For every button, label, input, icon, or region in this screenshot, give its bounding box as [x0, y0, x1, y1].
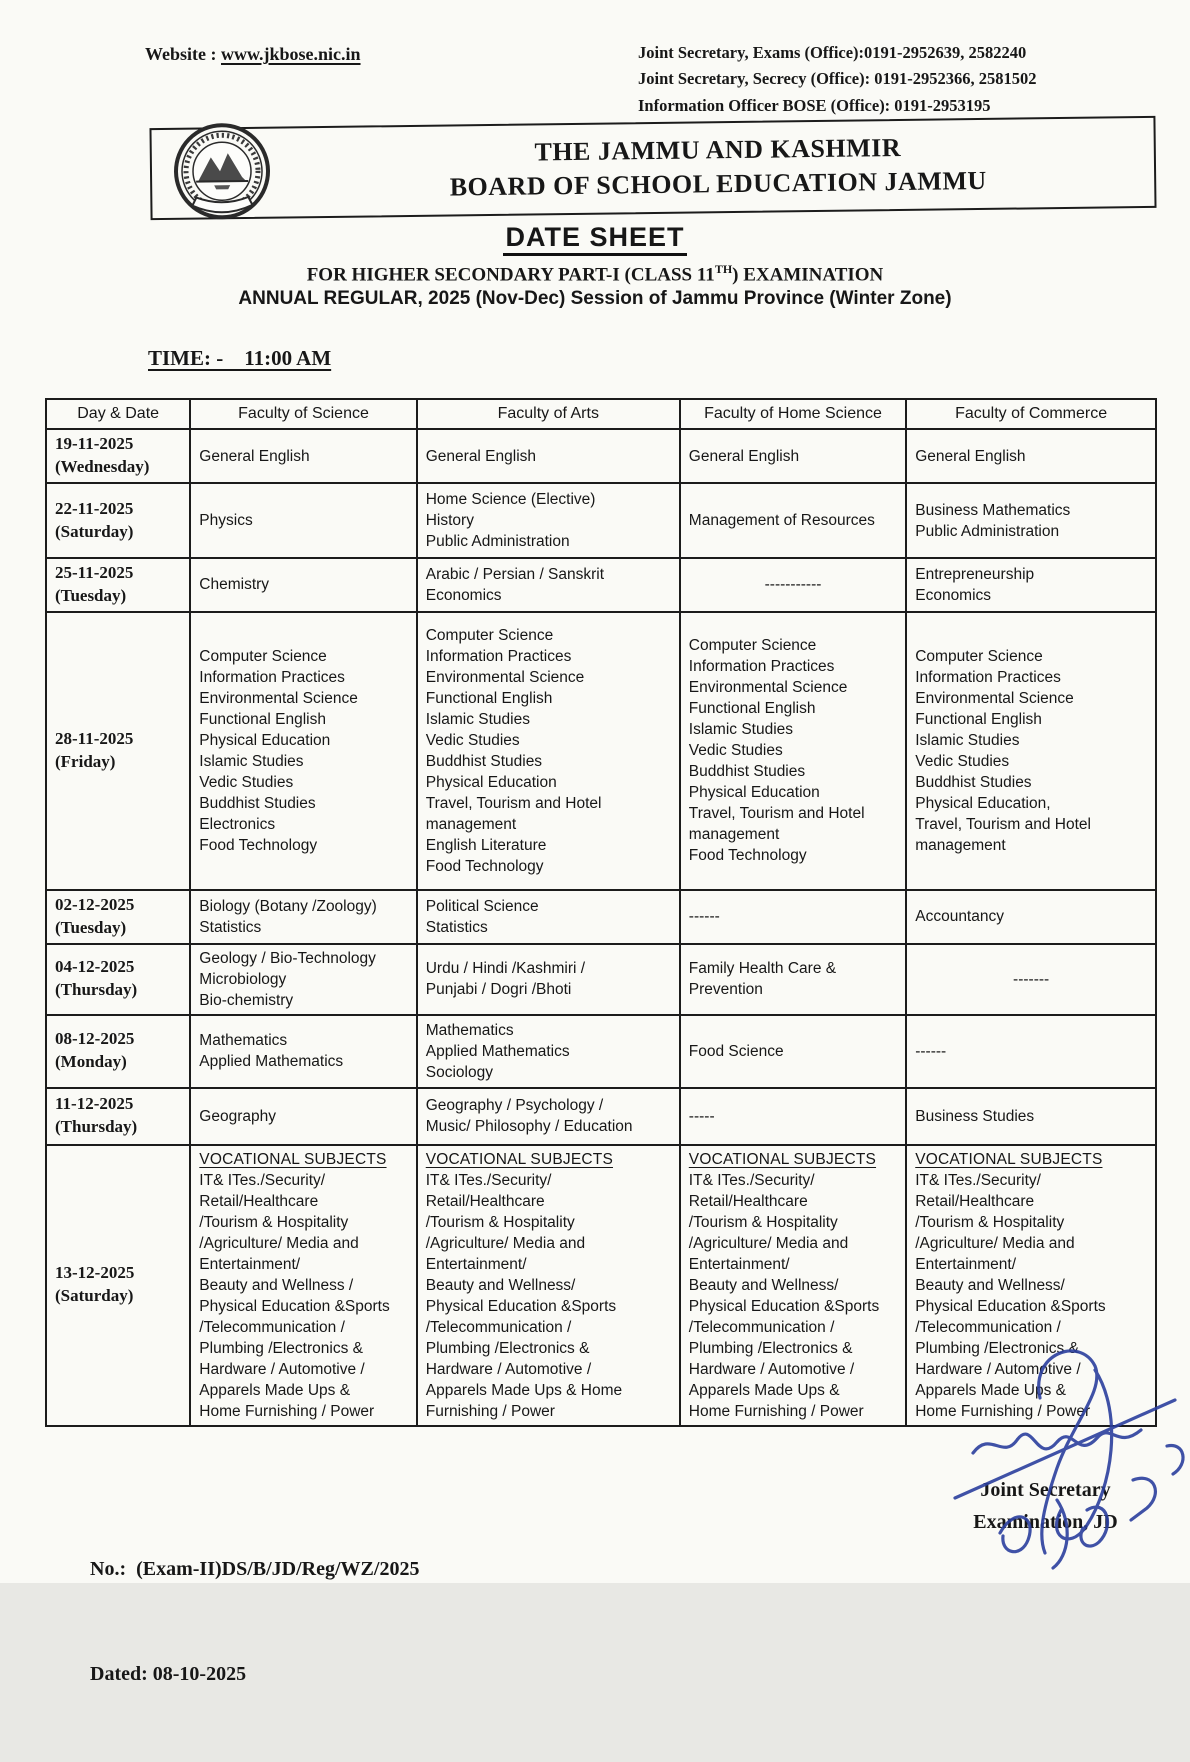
date-cell: 11-12-2025 (Thursday)	[46, 1088, 190, 1145]
subjects-cell-commerce: Entrepreneurship Economics	[906, 558, 1156, 612]
subjects-cell-science: Biology (Botany /Zoology) Statistics	[190, 890, 416, 944]
date-cell: 28-11-2025 (Friday)	[46, 612, 190, 890]
table-row	[46, 483, 1156, 558]
subjects-cell-commerce: General English	[906, 429, 1156, 483]
page-title-text: DATE SHEET	[503, 222, 686, 256]
reference-number: No.: (Exam-II)DS/B/JD/Reg/WZ/2025	[90, 1558, 420, 1580]
subjects-cell-home-science: General English	[680, 429, 906, 483]
board-title-line2: BOARD OF SCHOOL EDUCATION JAMMU	[449, 165, 987, 202]
contact-line-information-officer: Information Officer BOSE (Office): 0191-2953195	[638, 95, 991, 115]
exam-subtitle-post: ) EXAMINATION	[732, 264, 884, 286]
subjects-cell-science: Physics	[190, 483, 416, 558]
subjects-cell-home-science: -----	[680, 1088, 906, 1145]
subjects-cell-commerce: ------	[906, 1015, 1156, 1088]
subjects-cell-science: Geology / Bio-Technology Microbiology Bio-chemistry	[190, 944, 416, 1015]
signatory-title: Joint Secretary	[980, 1479, 1111, 1501]
table-row	[46, 429, 1156, 483]
board-banner	[149, 116, 1156, 220]
column-header-day-date: Day & Date	[46, 399, 190, 429]
subjects-cell-commerce: VOCATIONAL SUBJECTS IT& ITes./Security/ Retail/Healthcare /Tourism & Hospitality /Agriculture/ Media and Entertainment/ Beauty and Wellness/ Physical Education &Sports /Telecommunication / Plumbing /Electronics & Hardware / Automotive / Apparels Made Ups & Home Furnishing / Power	[906, 1145, 1156, 1426]
subjects-cell-commerce: Business Mathematics Public Administration	[906, 483, 1156, 558]
date-cell: 04-12-2025 (Thursday)	[46, 944, 190, 1015]
contact-line-exams: Joint Secretary, Exams (Office):0191-2952639, 2582240	[638, 43, 1027, 62]
page-title	[0, 222, 1190, 253]
subjects-cell-science: General English	[190, 429, 416, 483]
subjects-cell-home-science: Computer Science Information Practices Environmental Science Functional English Islamic Studies Vedic Studies Buddhist Studies Physical Education Travel, Tourism and Hotel management Food Technology	[680, 612, 906, 890]
subjects-cell-arts: VOCATIONAL SUBJECTS IT& ITes./Security/ Retail/Healthcare /Tourism & Hospitality /Agriculture/ Media and Entertainment/ Beauty and Wellness/ Physical Education &Sports /Telecommunication / Plumbing /Electronics & Hardware / Automotive / Apparels Made Ups & Home Furnishing / Power	[417, 1145, 680, 1426]
date-cell: 22-11-2025 (Saturday)	[46, 483, 190, 558]
reference-block	[90, 1482, 419, 1762]
subjects-cell-arts: Geography / Psychology / Music/ Philosophy / Education	[417, 1088, 680, 1145]
website-url: www.jkbose.nic.in	[221, 44, 361, 64]
subjects-cell-commerce: Accountancy	[906, 890, 1156, 944]
subjects-cell-arts: Arabic / Persian / Sanskrit Economics	[417, 558, 680, 612]
subjects-cell-commerce: -------	[906, 944, 1156, 1015]
subjects-cell-arts: Urdu / Hindi /Kashmiri / Punjabi / Dogri /Bhoti	[417, 944, 680, 1015]
table-row	[46, 890, 1156, 944]
exam-subtitle-pre: FOR HIGHER SECONDARY PART-I (CLASS 11	[306, 264, 715, 286]
subjects-cell-arts: Home Science (Elective) History Public Administration	[417, 483, 680, 558]
subjects-cell-commerce: Computer Science Information Practices Environmental Science Functional English Islamic Studies Vedic Studies Buddhist Studies Physical Education, Travel, Tourism and Hotel management	[906, 612, 1156, 890]
board-title	[449, 130, 987, 205]
column-header-home-science: Faculty of Home Science	[680, 399, 906, 429]
date-cell: 02-12-2025 (Tuesday)	[46, 890, 190, 944]
subjects-cell-home-science: ------	[680, 890, 906, 944]
table-row	[46, 1015, 1156, 1088]
table-row	[46, 1088, 1156, 1145]
table-header-row	[46, 399, 1156, 429]
column-header-arts: Faculty of Arts	[417, 399, 680, 429]
subjects-cell-arts: Political Science Statistics	[417, 890, 680, 944]
subjects-cell-science: VOCATIONAL SUBJECTS IT& ITes./Security/ Retail/Healthcare /Tourism & Hospitality /Agriculture/ Media and Entertainment/ Beauty and Wellness / Physical Education &Sports /Telecommunication / Plumbing /Electronics & Hardware / Automotive / Apparels Made Ups & Home Furnishing / Power	[190, 1145, 416, 1426]
subjects-cell-home-science: Food Science	[680, 1015, 906, 1088]
date-cell: 19-11-2025 (Wednesday)	[46, 429, 190, 483]
contact-line-secrecy: Joint Secretary, Secrecy (Office): 0191-2952366, 2581502	[638, 69, 1037, 89]
date-cell: 08-12-2025 (Monday)	[46, 1015, 190, 1088]
subjects-cell-home-science: VOCATIONAL SUBJECTS IT& ITes./Security/ Retail/Healthcare /Tourism & Hospitality /Agriculture/ Media and Entertainment/ Beauty and Wellness/ Physical Education &Sports /Telecommunication / Plumbing /Electronics & Hardware / Automotive / Apparels Made Ups & Home Furnishing / Power	[680, 1145, 906, 1426]
reference-date: Dated: 08-10-2025	[90, 1663, 247, 1685]
table-row	[46, 558, 1156, 612]
exam-time: TIME: - 11:00 AM	[148, 346, 332, 370]
subjects-cell-science: Mathematics Applied Mathematics	[190, 1015, 416, 1088]
signatory-block	[928, 1474, 1163, 1538]
website-label: Website :	[145, 44, 221, 64]
table-row	[46, 612, 1156, 890]
subjects-cell-home-science: Management of Resources	[680, 483, 906, 558]
signatory-department: Examination, JD	[973, 1511, 1118, 1533]
subjects-cell-home-science: -----------	[680, 558, 906, 612]
table-row	[46, 944, 1156, 1015]
exam-subtitle-sup: TH	[714, 262, 733, 276]
subjects-cell-arts: Computer Science Information Practices Environmental Science Functional English Islamic Studies Vedic Studies Buddhist Studies Physical Education Travel, Tourism and Hotel management English Literature Food Technology	[417, 612, 680, 890]
website-line	[145, 44, 361, 65]
board-title-line1: THE JAMMU AND KASHMIR	[534, 132, 902, 167]
session-subtitle: ANNUAL REGULAR, 2025 (Nov-Dec) Session of Jammu Province (Winter Zone)	[238, 288, 952, 309]
subjects-cell-commerce: Business Studies	[906, 1088, 1156, 1145]
subjects-cell-arts: Mathematics Applied Mathematics Sociology	[417, 1015, 680, 1088]
exam-subtitle	[0, 262, 1190, 286]
subjects-cell-arts: General English	[417, 429, 680, 483]
subjects-cell-science: Geography	[190, 1088, 416, 1145]
subjects-cell-science: Chemistry	[190, 558, 416, 612]
datesheet-table	[45, 398, 1157, 1427]
table-row	[46, 1145, 1156, 1426]
date-cell: 25-11-2025 (Tuesday)	[46, 558, 190, 612]
subjects-cell-science: Computer Science Information Practices Environmental Science Functional English Physical Education Islamic Studies Vedic Studies Buddhist Studies Electronics Food Technology	[190, 612, 416, 890]
column-header-commerce: Faculty of Commerce	[906, 399, 1156, 429]
office-contacts	[638, 40, 1183, 119]
column-header-science: Faculty of Science	[190, 399, 416, 429]
date-cell: 13-12-2025 (Saturday)	[46, 1145, 190, 1426]
subjects-cell-home-science: Family Health Care & Prevention	[680, 944, 906, 1015]
board-seal-icon	[167, 119, 276, 228]
